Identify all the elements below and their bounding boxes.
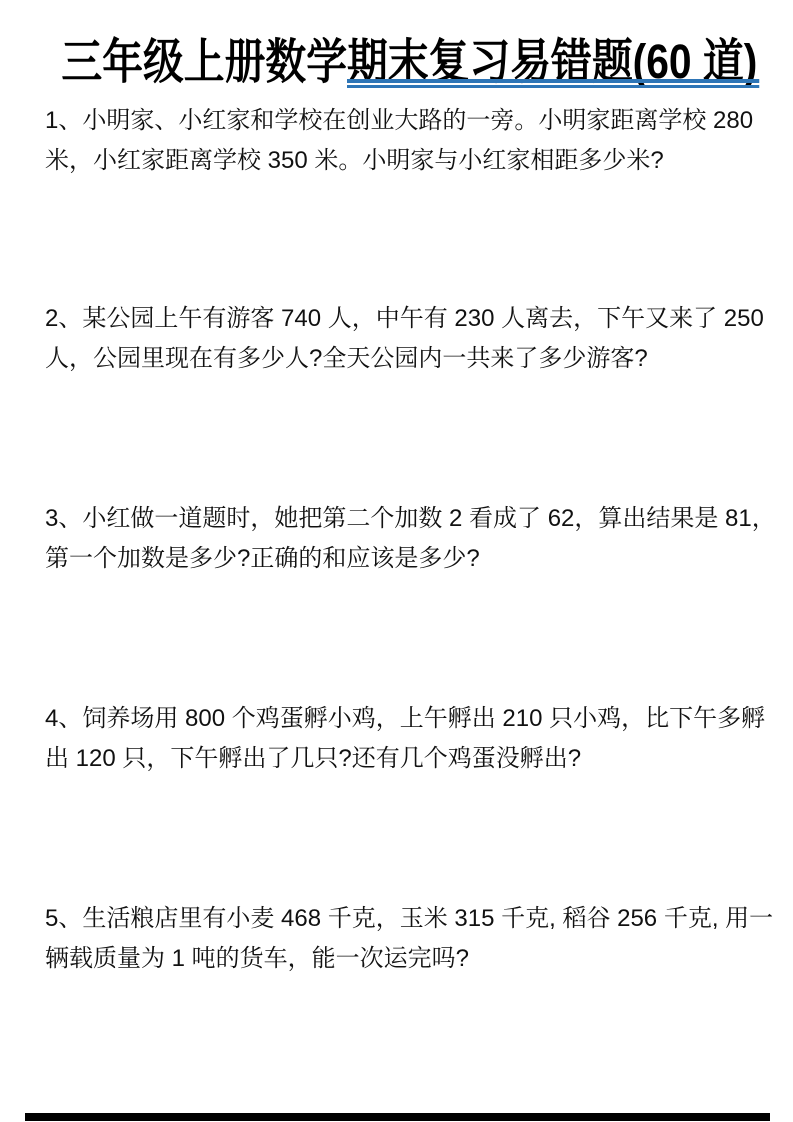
question-2-line-2: 人，公园里现在有多少人?全天公园内一共来了多少游客?	[45, 345, 648, 372]
question-5-line-1: 5、生活粮店里有小麦 468 千克，玉米 315 千克, 稻谷 256 千克, 用一	[45, 905, 774, 932]
question-4-line-2: 出 120 只，下午孵出了几只?还有几个鸡蛋没孵出?	[45, 745, 582, 772]
title-underlined-part: 期末复习易错题(60 道)	[347, 36, 758, 89]
question-1	[45, 101, 755, 181]
question-3-line-1: 3、小红做一道题时，她把第二个加数 2 看成了 62，算出结果是 81，	[45, 505, 776, 532]
question-2	[45, 299, 764, 379]
question-1-line-1: 1、小明家、小红家和学校在创业大路的一旁。小明家距离学校 280	[45, 107, 754, 134]
question-4-line-1: 4、饲养场用 800 个鸡蛋孵小鸡，上午孵出 210 只小鸡，比下午多孵	[45, 705, 766, 732]
page-title-text	[61, 34, 757, 92]
question-3	[45, 499, 776, 579]
page-title	[0, 34, 793, 92]
question-4	[45, 699, 766, 779]
question-5	[45, 899, 774, 979]
title-plain-part: 三年级上册数学	[61, 36, 348, 89]
question-2-line-1: 2、某公园上午有游客 740 人，中午有 230 人离去，下午又来了 250	[45, 305, 764, 332]
question-5-line-2: 辆载质量为 1 吨的货车，能一次运完吗?	[45, 945, 470, 972]
question-1-line-2: 米，小红家距离学校 350 米。小明家与小红家相距多少米?	[45, 147, 664, 174]
page-bottom-bar	[25, 1113, 770, 1121]
question-3-line-2: 第一个加数是多少?正确的和应该是多少?	[45, 545, 480, 572]
